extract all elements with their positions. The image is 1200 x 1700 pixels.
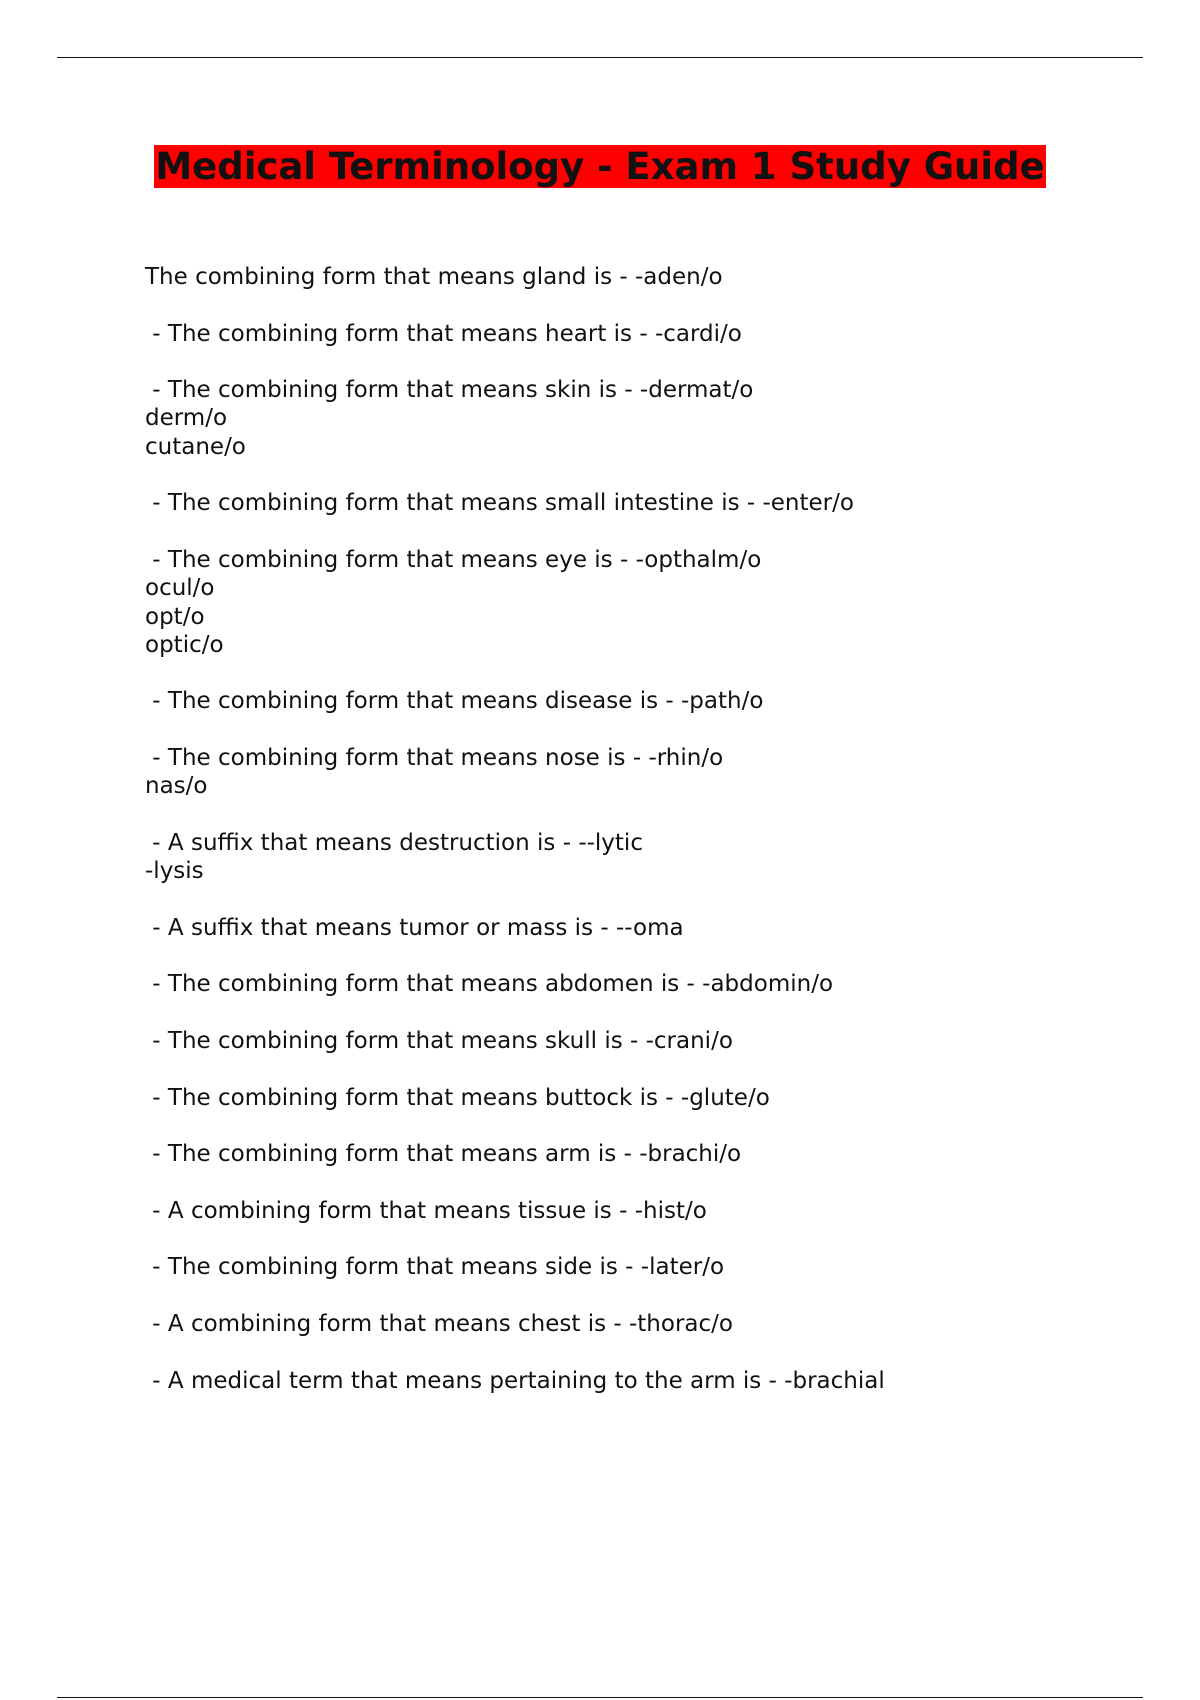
list-item [145, 1027, 1145, 1055]
list-item [145, 744, 1145, 801]
list-item [145, 1140, 1145, 1168]
list-item [145, 1310, 1145, 1338]
entry-question: The combining form that means gland is - -aden/o [145, 264, 723, 290]
entry-question: - A combining form that means tissue is - -hist/o [145, 1197, 707, 1224]
list-item [145, 1084, 1145, 1112]
entry-question: - A suffix that means destruction is - --lytic [145, 829, 643, 856]
list-item [145, 687, 1145, 715]
entry-question: - The combining form that means buttock is - -glute/o [145, 1084, 770, 1111]
list-item [145, 546, 1145, 659]
entry-question: - A medical term that means pertaining to the arm is - -brachial [145, 1367, 885, 1394]
title-block [100, 143, 1100, 190]
entry-question: - The combining form that means skin is - -dermat/o [145, 377, 754, 404]
list-item [145, 489, 1145, 517]
study-guide-entries [145, 263, 1145, 1423]
list-item [145, 376, 1145, 461]
entry-alternate-answer: nas/o [145, 773, 208, 800]
list-item [145, 970, 1145, 998]
list-item [145, 320, 1145, 348]
list-item [145, 914, 1145, 942]
entry-question: - The combining form that means small intestine is - -enter/o [145, 490, 854, 517]
entry-alternate-answer: ocul/o [145, 575, 215, 602]
list-item [145, 1253, 1145, 1281]
entry-alternate-answer: derm/o [145, 405, 228, 432]
list-item [145, 829, 1145, 886]
list-item [145, 263, 1145, 291]
entry-alternate-answer: cutane/o [145, 433, 246, 460]
entry-alternate-answer: -lysis [145, 858, 204, 885]
entry-question: - The combining form that means eye is - -opthalm/o [145, 546, 762, 573]
entry-question: - The combining form that means disease is - -path/o [145, 688, 764, 715]
entry-question: - The combining form that means side is - -later/o [145, 1254, 725, 1281]
entry-question: - A suffix that means tumor or mass is - --oma [145, 914, 684, 941]
entry-question: - The combining form that means heart is - -cardi/o [145, 320, 742, 347]
top-rule [57, 57, 1143, 58]
entry-question: - A combining form that means chest is - -thorac/o [145, 1310, 733, 1337]
entry-question: - The combining form that means arm is - -brachi/o [145, 1141, 742, 1168]
entry-question: - The combining form that means abdomen is - -abdomin/o [145, 971, 834, 998]
page-title: Medical Terminology - Exam 1 Study Guide [155, 145, 1045, 188]
bottom-rule [57, 1697, 1143, 1698]
list-item [145, 1367, 1145, 1395]
list-item [145, 1197, 1145, 1225]
entry-question: - The combining form that means nose is - -rhin/o [145, 745, 724, 772]
entry-alternate-answer: opt/o [145, 603, 205, 630]
entry-question: - The combining form that means skull is - -crani/o [145, 1028, 733, 1055]
entry-alternate-answer: optic/o [145, 631, 224, 658]
